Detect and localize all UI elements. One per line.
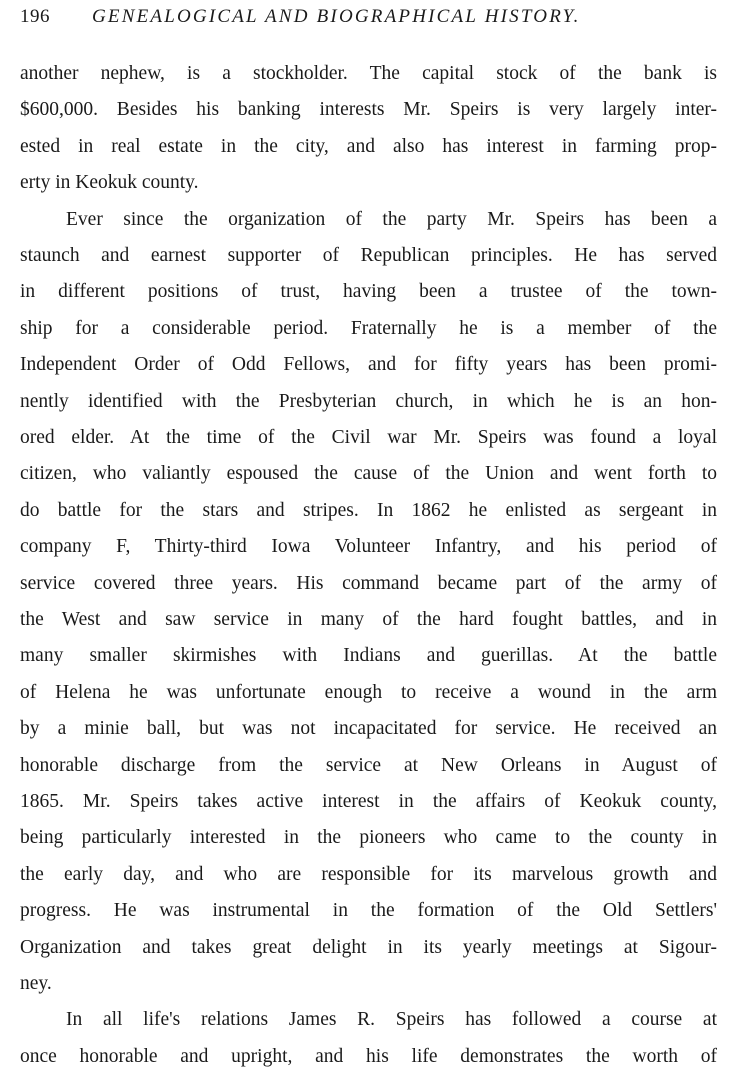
text-line: service covered three years. His command became part of the army of [20, 572, 717, 594]
text-line: Ever since the organization of the party Mr. Speirs has been a [66, 208, 717, 230]
running-title: GENEALOGICAL AND BIOGRAPHICAL HISTORY. [92, 6, 581, 27]
text-line: citizen, who valiantly espoused the cause of the Union and went forth to [20, 463, 717, 485]
text-line: In all life's relations James R. Speirs has followed a course at [66, 1009, 717, 1031]
text-line: $600,000. Besides his banking interests Mr. Speirs is very largely inter- [20, 99, 717, 121]
text-line: another nephew, is a stockholder. The capital stock of the bank is [20, 63, 717, 84]
text-line: the early day, and who are responsible for its marvelous growth and [20, 863, 717, 885]
text-line: honorable discharge from the service at New Orleans in August of [20, 754, 717, 776]
text-line: do battle for the stars and stripes. In 1862 he enlisted as sergeant in [20, 499, 717, 521]
text-line: Independent Order of Odd Fellows, and for fifty years has been promi- [20, 354, 717, 376]
text-line: being particularly interested in the pioneers who came to the county in [20, 827, 717, 849]
text-line: nently identified with the Presbyterian church, in which he is an hon- [20, 390, 717, 412]
text-line: the West and saw service in many of the hard fought battles, and in [20, 609, 717, 630]
text-line: ney. [20, 973, 52, 994]
text-line: company F, Thirty-third Iowa Volunteer Infantry, and his period of [20, 536, 717, 558]
text-line: by a minie ball, but was not incapacitated for service. He received an [20, 718, 717, 740]
text-line: once honorable and upright, and his life demonstrates the worth of [20, 1045, 717, 1067]
text-line: of Helena he was unfortunate enough to receive a wound in the arm [20, 681, 717, 703]
text-line: many smaller skirmishes with Indians and guerillas. At the battle [20, 645, 717, 667]
text-line: ested in real estate in the city, and also has interest in farming prop- [20, 135, 717, 157]
text-line: ored elder. At the time of the Civil war Mr. Speirs was found a loyal [20, 427, 717, 448]
text-line: staunch and earnest supporter of Republican principles. He has served [20, 245, 717, 266]
page-number: 196 [20, 6, 50, 27]
text-line: 1865. Mr. Speirs takes active interest in the affairs of Keokuk county, [20, 791, 717, 812]
text-line: in different positions of trust, having been a trustee of the town- [20, 281, 717, 303]
text-line: ship for a considerable period. Fraternally he is a member of the [20, 317, 717, 339]
text-line: Organization and takes great delight in its yearly meetings at Sigour- [20, 936, 717, 958]
running-head [20, 4, 710, 30]
text-line: progress. He was instrumental in the formation of the Old Settlers' [20, 900, 717, 922]
text-line: erty in Keokuk county. [20, 172, 199, 194]
